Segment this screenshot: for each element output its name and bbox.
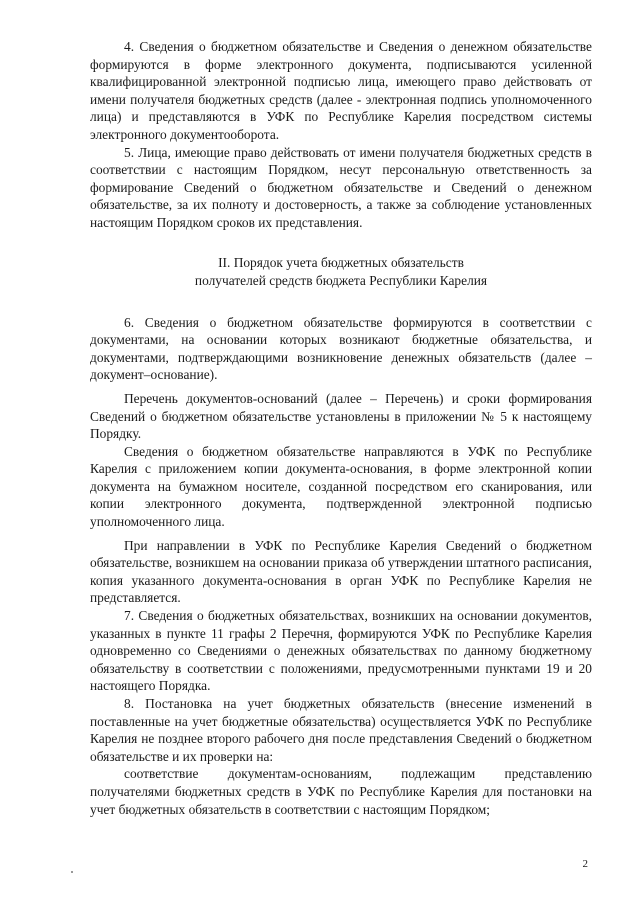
paragraph-compliance-check: соответствие документам-основаниям, подлежащим представлению получателями бюджетных средств в УФК по Республике Карелия для постановки на учет бюджетных обязательств в соответствии с настоящим Порядком; (90, 766, 592, 817)
section-heading-line-1: II. Порядок учета бюджетных обязательств (218, 254, 464, 270)
paragraph-sending-info: Сведения о бюджетном обязательстве направляются в УФК по Республике Карелия с приложением копии документа-основания, в форме электронной копии документа на бумажном носителе, созданной посредством его сканирования, или копии электронного документа, подтвержденной электронной подписью уполномоченного лица. (90, 443, 592, 530)
paragraph-8: 8. Постановка на учет бюджетных обязательств (внесение изменений в поставленные на учет бюджетные обязательства) осуществляется УФК по Республике Карелия не позднее второго рабочего дня после представления Сведений о бюджетном обязательстве и их проверки на: (90, 696, 592, 764)
section-heading (90, 254, 592, 290)
document-body (90, 38, 592, 818)
paragraph-4: 4. Сведения о бюджетном обязательстве и Сведения о денежном обязательстве формируются в форме электронного документа, подписываются усиленной квалифицированной электронной подписью лица, имеющего право действовать от имени получателя бюджетных средств (далее - электронная подпись уполномоченного лица) и представляются в УФК по Республике Карелия посредством системы электронного документооборота. (90, 39, 592, 142)
paragraph-6: 6. Сведения о бюджетном обязательстве формируются в соответствии с документами, на основании которых возникают бюджетные обязательства, и документами, подтверждающими возникновение денежных обязательств (далее – документ–основание). (90, 314, 592, 383)
paragraph-staff-schedule: При направлении в УФК по Республике Карелия Сведений о бюджетном обязательстве, возникшем на основании приказа об утверждении штатного расписания, копия указанного документа-основания в орган УФК по Республике Карелия не представляется. (90, 537, 592, 606)
scan-speck (71, 871, 73, 873)
section-heading-line-2: получателей средств бюджета Республики Карелия (194, 272, 488, 288)
paragraph-5: 5. Лица, имеющие право действовать от имени получателя бюджетных средств в соответствии с настоящим Порядком, несут персональную ответственность за формирование Сведений о бюджетном обязательстве и Сведений о денежном обязательстве, за их полноту и достоверность, а также за соблюдение установленных настоящим Порядком сроков их представления. (90, 144, 592, 230)
paragraph-list-reference: Перечень документов-оснований (далее – Перечень) и сроки формирования Сведений о бюджетном обязательстве установлены в приложении № 5 к настоящему Порядку. (90, 390, 592, 442)
paragraph-7: 7. Сведения о бюджетных обязательствах, возникших на основании документов, указанных в пункте 11 графы 2 Перечня, формируются УФК по Республике Карелия одновременно со Сведениями о денежных обязательствах по данному бюджетному обязательству в соответствии с положениями, предусмотренными пунктами 19 и 20 настоящего Порядка. (90, 608, 592, 694)
page-number: 2 (582, 858, 588, 870)
